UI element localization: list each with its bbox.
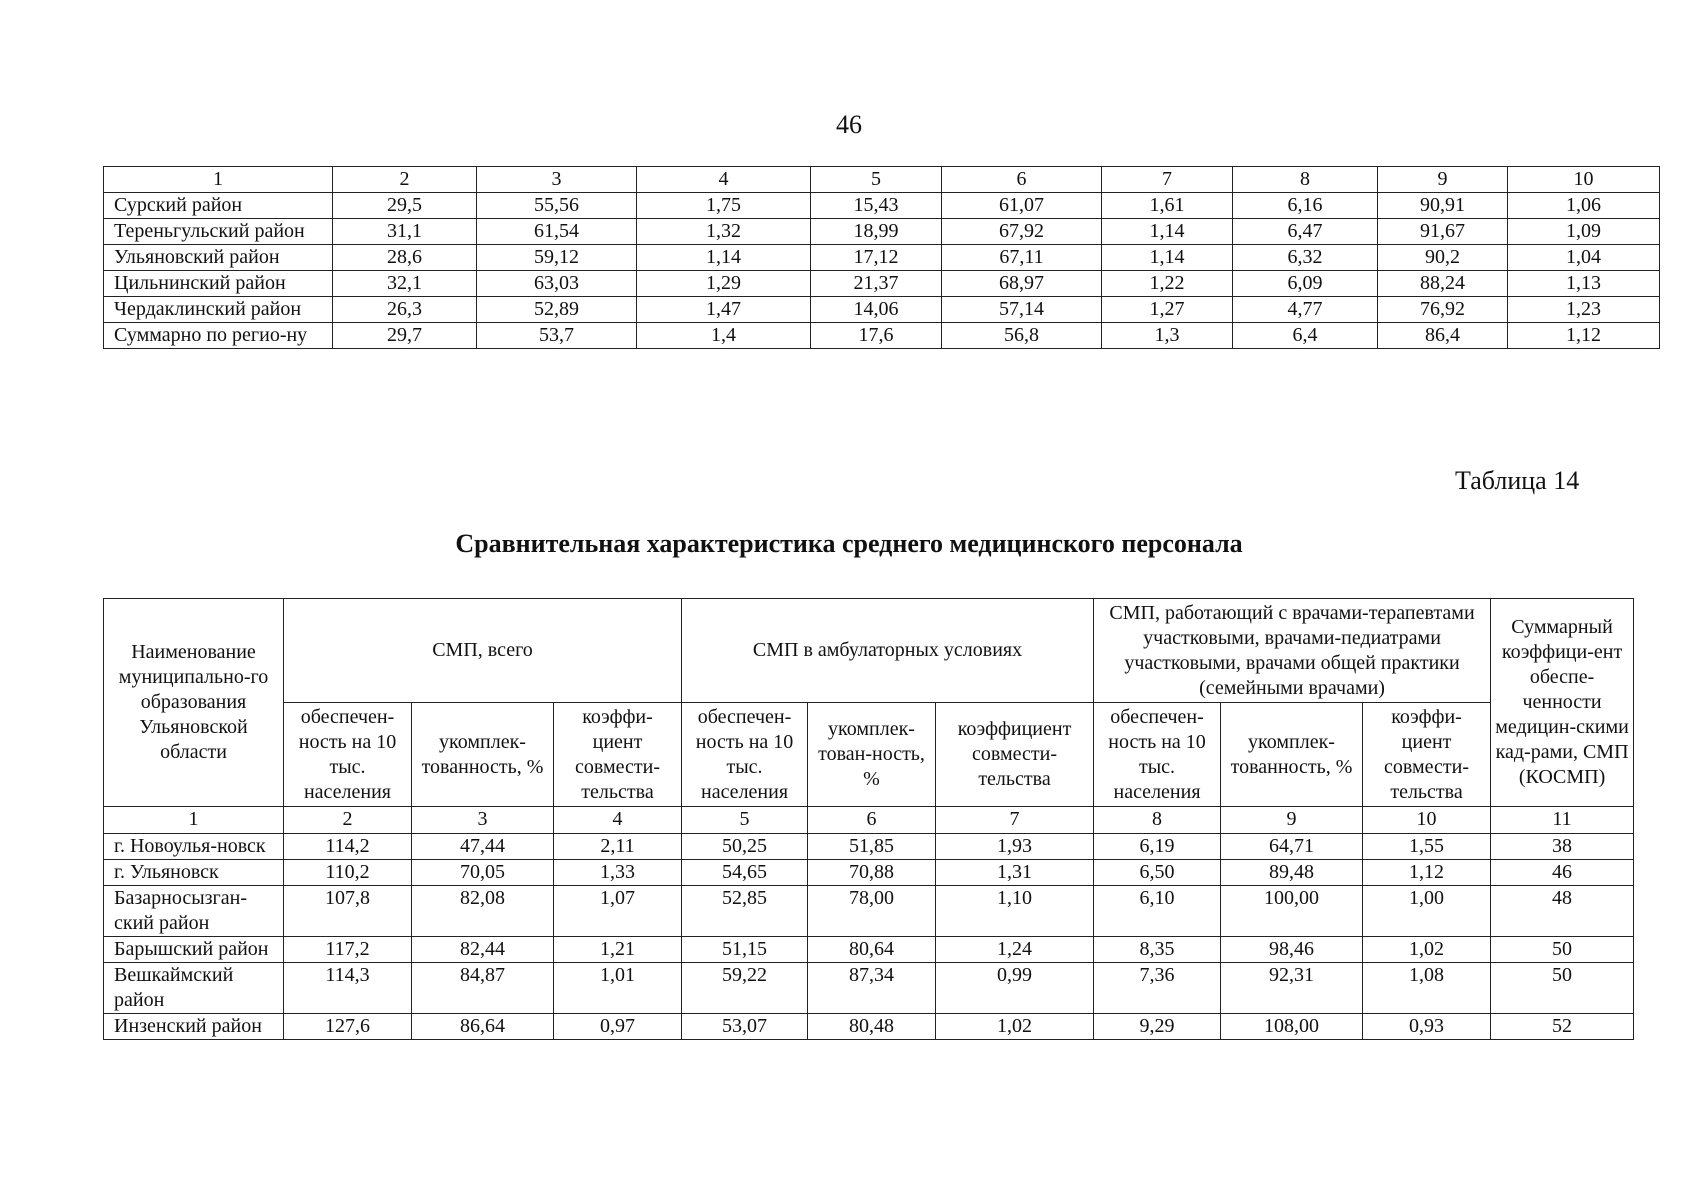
table-13-continuation: [103, 166, 1660, 349]
row-name: Суммарно по регио-ну: [104, 323, 333, 349]
table-14-body: [104, 807, 1634, 1040]
cell-value: 0,97: [554, 1014, 682, 1040]
cell-value: 1,47: [637, 297, 811, 323]
header-staffing: укомплек-тованность, %: [412, 703, 554, 807]
cell-value: 50,25: [682, 834, 808, 860]
cell-value: 86,64: [412, 1014, 554, 1040]
table-row: [104, 245, 1660, 271]
header-coefficient: коэффи-циент совмести-тельства: [554, 703, 682, 807]
cell-value: 67,11: [942, 245, 1102, 271]
cell-value: 50: [1491, 937, 1634, 963]
cell-value: 1,3: [1102, 323, 1233, 349]
column-number-row: [104, 807, 1634, 834]
cell-value: 52,85: [682, 886, 808, 937]
row-name: Ульяновский район: [104, 245, 333, 271]
cell-value: 6,19: [1094, 834, 1221, 860]
table-row: [104, 193, 1660, 219]
cell-value: 78,00: [808, 886, 936, 937]
table-14: [103, 598, 1634, 1040]
cell-value: 1,31: [936, 860, 1094, 886]
cell-value: 64,71: [1221, 834, 1363, 860]
cell-value: 1,04: [1508, 245, 1660, 271]
cell-value: 1,22: [1102, 271, 1233, 297]
cell-value: 17,6: [811, 323, 942, 349]
cell-value: 1,13: [1508, 271, 1660, 297]
table-row: [104, 323, 1660, 349]
cell-value: 38: [1491, 834, 1634, 860]
cell-value: 54,65: [682, 860, 808, 886]
cell-value: 1,10: [936, 886, 1094, 937]
row-name: Цильнинский район: [104, 271, 333, 297]
cell-value: 6,10: [1094, 886, 1221, 937]
column-number: 5: [811, 167, 942, 193]
cell-value: 1,27: [1102, 297, 1233, 323]
cell-value: 9,29: [1094, 1014, 1221, 1040]
cell-value: 53,07: [682, 1014, 808, 1040]
column-number: 1: [104, 167, 333, 193]
cell-value: 67,92: [942, 219, 1102, 245]
table-row: [104, 886, 1634, 937]
cell-value: 1,4: [637, 323, 811, 349]
cell-value: 108,00: [1221, 1014, 1363, 1040]
cell-value: 1,32: [637, 219, 811, 245]
cell-value: 6,4: [1233, 323, 1378, 349]
column-number-row: [104, 167, 1660, 193]
cell-value: 2,11: [554, 834, 682, 860]
table-row: [104, 297, 1660, 323]
cell-value: 68,97: [942, 271, 1102, 297]
column-number: 2: [284, 807, 412, 834]
cell-value: 14,06: [811, 297, 942, 323]
table-title: Сравнительная характеристика среднего медицинского персонала: [455, 529, 1243, 558]
column-number: 8: [1233, 167, 1378, 193]
cell-value: 0,99: [936, 963, 1094, 1014]
cell-value: 1,01: [554, 963, 682, 1014]
column-number: 5: [682, 807, 808, 834]
header-provision: обеспечен-ность на 10 тыс. населения: [682, 703, 808, 807]
cell-value: 55,56: [477, 193, 637, 219]
row-name: Инзенский район: [104, 1014, 284, 1040]
header-smp-district: СМП, работающий с врачами-терапевтами участковыми, врачами-педиатрами участковыми, врачами общей практики (семейными врачами): [1094, 599, 1491, 703]
cell-value: 90,2: [1378, 245, 1508, 271]
table-row: [104, 963, 1634, 1014]
cell-value: 1,24: [936, 937, 1094, 963]
column-number: 4: [554, 807, 682, 834]
cell-value: 117,2: [284, 937, 412, 963]
cell-value: 91,67: [1378, 219, 1508, 245]
cell-value: 1,02: [936, 1014, 1094, 1040]
header-provision: обеспечен-ность на 10 тыс. населения: [284, 703, 412, 807]
cell-value: 8,35: [1094, 937, 1221, 963]
cell-value: 86,4: [1378, 323, 1508, 349]
column-number: 3: [412, 807, 554, 834]
cell-value: 0,93: [1363, 1014, 1491, 1040]
cell-value: 61,54: [477, 219, 637, 245]
cell-value: 88,24: [1378, 271, 1508, 297]
row-name: Чердаклинский район: [104, 297, 333, 323]
cell-value: 6,47: [1233, 219, 1378, 245]
table-label: Таблица 14: [1455, 466, 1580, 495]
cell-value: 15,43: [811, 193, 942, 219]
column-number: 10: [1508, 167, 1660, 193]
cell-value: 29,5: [333, 193, 477, 219]
header-smp-ambulatory: СМП в амбулаторных условиях: [682, 599, 1094, 703]
row-name: Барышский район: [104, 937, 284, 963]
group-header-row: [104, 599, 1634, 703]
table-row: [104, 834, 1634, 860]
cell-value: 1,02: [1363, 937, 1491, 963]
cell-value: 7,36: [1094, 963, 1221, 1014]
cell-value: 47,44: [412, 834, 554, 860]
cell-value: 53,7: [477, 323, 637, 349]
cell-value: 84,87: [412, 963, 554, 1014]
cell-value: 52,89: [477, 297, 637, 323]
header-kosmp: Суммарный коэффици-ент обеспе-ченности медицин-скими кад-рами, СМП (КОСМП): [1491, 599, 1634, 807]
cell-value: 1,55: [1363, 834, 1491, 860]
cell-value: 98,46: [1221, 937, 1363, 963]
cell-value: 90,91: [1378, 193, 1508, 219]
cell-value: 31,1: [333, 219, 477, 245]
cell-value: 59,22: [682, 963, 808, 1014]
cell-value: 1,09: [1508, 219, 1660, 245]
cell-value: 92,31: [1221, 963, 1363, 1014]
cell-value: 6,50: [1094, 860, 1221, 886]
cell-value: 89,48: [1221, 860, 1363, 886]
row-name: Базарносызган-ский район: [104, 886, 284, 937]
cell-value: 46: [1491, 860, 1634, 886]
cell-value: 1,29: [637, 271, 811, 297]
cell-value: 80,48: [808, 1014, 936, 1040]
cell-value: 107,8: [284, 886, 412, 937]
table-row: [104, 219, 1660, 245]
header-provision: обеспечен-ность на 10 тыс. населения: [1094, 703, 1221, 807]
cell-value: 110,2: [284, 860, 412, 886]
header-staffing: укомплек-тован-ность, %: [808, 703, 936, 807]
table-row: [104, 937, 1634, 963]
column-number: 7: [1102, 167, 1233, 193]
cell-value: 1,00: [1363, 886, 1491, 937]
cell-value: 1,06: [1508, 193, 1660, 219]
page-number: 46: [836, 110, 862, 139]
cell-value: 4,77: [1233, 297, 1378, 323]
header-coefficient: коэффициент совмести-тельства: [936, 703, 1094, 807]
cell-value: 1,14: [637, 245, 811, 271]
column-number: 11: [1491, 807, 1634, 834]
cell-value: 127,6: [284, 1014, 412, 1040]
column-number: 7: [936, 807, 1094, 834]
row-name: г. Ульяновск: [104, 860, 284, 886]
cell-value: 18,99: [811, 219, 942, 245]
column-number: 8: [1094, 807, 1221, 834]
cell-value: 29,7: [333, 323, 477, 349]
cell-value: 26,3: [333, 297, 477, 323]
header-coefficient: коэффи-циент совмести-тельства: [1363, 703, 1491, 807]
cell-value: 1,12: [1363, 860, 1491, 886]
cell-value: 1,14: [1102, 219, 1233, 245]
column-number: 4: [637, 167, 811, 193]
column-number: 6: [942, 167, 1102, 193]
header-smp-total: СМП, всего: [284, 599, 682, 703]
cell-value: 80,64: [808, 937, 936, 963]
cell-value: 1,07: [554, 886, 682, 937]
cell-value: 76,92: [1378, 297, 1508, 323]
column-number: 9: [1378, 167, 1508, 193]
table-row: [104, 271, 1660, 297]
row-name: Вешкаймский район: [104, 963, 284, 1014]
cell-value: 1,61: [1102, 193, 1233, 219]
cell-value: 52: [1491, 1014, 1634, 1040]
cell-value: 17,12: [811, 245, 942, 271]
cell-value: 1,23: [1508, 297, 1660, 323]
cell-value: 21,37: [811, 271, 942, 297]
cell-value: 70,88: [808, 860, 936, 886]
column-number: 9: [1221, 807, 1363, 834]
column-number: 3: [477, 167, 637, 193]
cell-value: 51,85: [808, 834, 936, 860]
header-staffing: укомплек-тованность, %: [1221, 703, 1363, 807]
cell-value: 1,14: [1102, 245, 1233, 271]
cell-value: 61,07: [942, 193, 1102, 219]
cell-value: 48: [1491, 886, 1634, 937]
cell-value: 28,6: [333, 245, 477, 271]
cell-value: 63,03: [477, 271, 637, 297]
cell-value: 82,08: [412, 886, 554, 937]
cell-value: 114,3: [284, 963, 412, 1014]
table-row: [104, 1014, 1634, 1040]
row-name: г. Новоулья-новск: [104, 834, 284, 860]
cell-value: 6,09: [1233, 271, 1378, 297]
cell-value: 1,33: [554, 860, 682, 886]
cell-value: 1,21: [554, 937, 682, 963]
sub-header-row: [104, 703, 1634, 807]
cell-value: 1,75: [637, 193, 811, 219]
cell-value: 1,12: [1508, 323, 1660, 349]
column-number: 10: [1363, 807, 1491, 834]
column-number: 1: [104, 807, 284, 834]
cell-value: 114,2: [284, 834, 412, 860]
cell-value: 87,34: [808, 963, 936, 1014]
cell-value: 6,16: [1233, 193, 1378, 219]
cell-value: 51,15: [682, 937, 808, 963]
cell-value: 32,1: [333, 271, 477, 297]
cell-value: 1,93: [936, 834, 1094, 860]
column-number: 2: [333, 167, 477, 193]
cell-value: 1,08: [1363, 963, 1491, 1014]
cell-value: 70,05: [412, 860, 554, 886]
cell-value: 56,8: [942, 323, 1102, 349]
cell-value: 50: [1491, 963, 1634, 1014]
cell-value: 82,44: [412, 937, 554, 963]
header-name-column: Наименование муниципально-го образования Ульяновской области: [104, 599, 284, 807]
row-name: Сурский район: [104, 193, 333, 219]
table-13-body: [104, 167, 1660, 349]
row-name: Тереньгульский район: [104, 219, 333, 245]
cell-value: 6,32: [1233, 245, 1378, 271]
table-row: [104, 860, 1634, 886]
column-number: 6: [808, 807, 936, 834]
cell-value: 57,14: [942, 297, 1102, 323]
cell-value: 59,12: [477, 245, 637, 271]
cell-value: 100,00: [1221, 886, 1363, 937]
